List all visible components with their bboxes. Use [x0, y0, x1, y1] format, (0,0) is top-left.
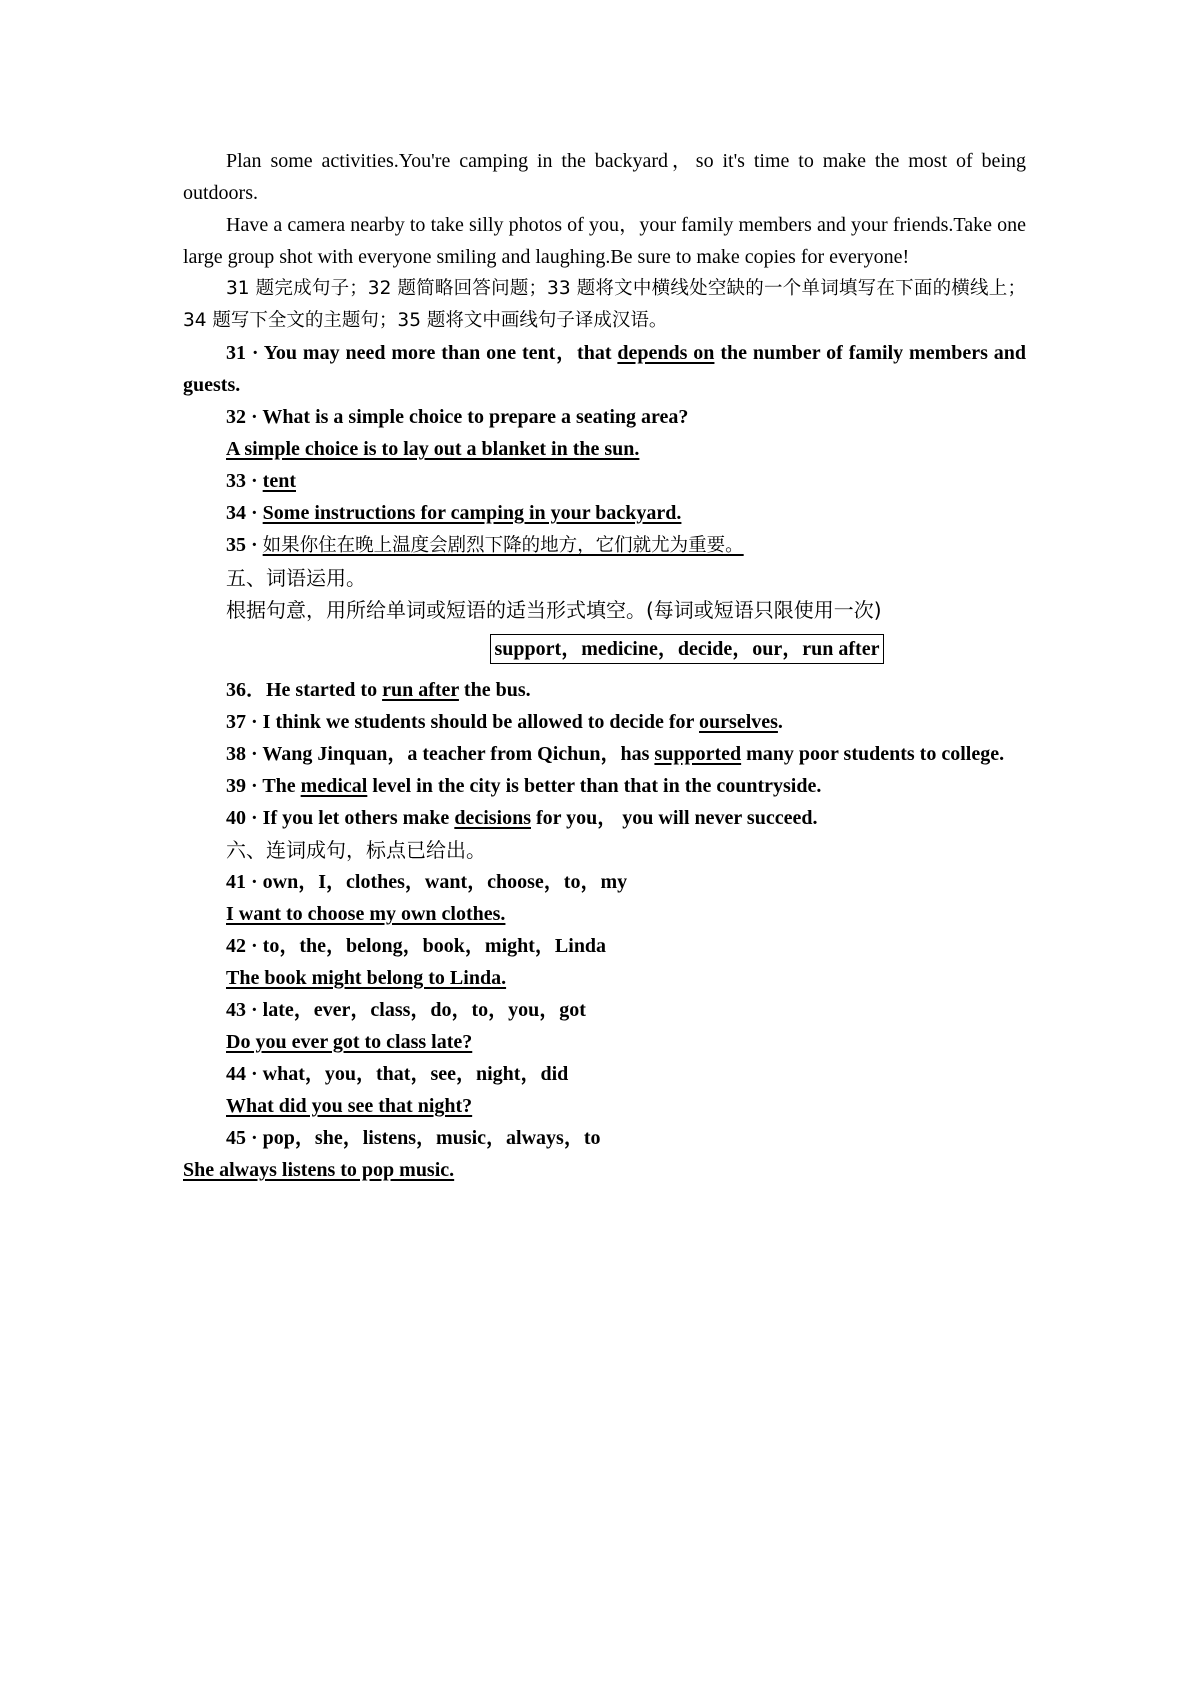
answer-43: Do you ever got to class late? — [226, 1031, 473, 1053]
answer-38: supported — [654, 743, 742, 765]
question-43: 43 · late，ever，class，do，to，you，got — [226, 999, 586, 1021]
answer-32: A simple choice is to lay out a blanket in the sun. — [226, 438, 640, 460]
answer-35: 如果你住在晚上温度会剧烈下降的地方，它们就尤为重要。 — [262, 535, 744, 556]
section-5-title: 五、词语运用。 — [226, 566, 366, 590]
question-42: 42 · to，the，belong，book，might，Linda — [226, 935, 607, 957]
question-45: 45 · pop，she，listens，music，always，to — [226, 1127, 601, 1149]
answer-32-line — [183, 433, 1026, 465]
section-5-instruction: 根据句意，用所给单词或短语的适当形式填空。(每词或短语只限使用一次) — [226, 598, 882, 622]
word-box: support，medicine，decide，our，run after — [490, 634, 885, 664]
reading-instructions: 31 题完成句子；32 题简略回答问题；33 题将文中横线处空缺的一个单词填写在下面的横线上；34 题写下全文的主题句；35 题将文中画线句子译成汉语。 — [183, 278, 1026, 331]
question-44: 44 · what，you，that，see，night，did — [226, 1063, 569, 1085]
question-40: 40 · If you let others make decisions for you， you will never succeed. — [226, 807, 818, 829]
answer-44: What did you see that night? — [226, 1095, 473, 1117]
question-39: 39 · The medical level in the city is better than that in the countryside. — [226, 775, 822, 797]
answer-45: She always listens to pop music. — [183, 1159, 455, 1181]
answer-43-line — [183, 1026, 1026, 1058]
section-6-title: 六、连词成句，标点已给出。 — [226, 838, 486, 862]
answer-33: tent — [262, 470, 296, 492]
answer-39: medical — [300, 775, 368, 797]
question-34: 34 · Some instructions for camping in your backyard. — [226, 502, 682, 524]
question-36: 36．He started to run after the bus. — [226, 679, 531, 701]
word-box-row — [183, 634, 1026, 664]
answer-44-line — [183, 1090, 1026, 1122]
answer-37: ourselves — [699, 711, 778, 733]
answer-31: depends on — [617, 342, 715, 364]
question-35: 35 · 如果你住在晚上温度会剧烈下降的地方，它们就尤为重要。 — [226, 534, 744, 556]
passage-paragraph-1: Plan some activities.You're camping in the backyard，so it's time to make the most of being outdoors. — [183, 150, 1026, 204]
answer-42: The book might belong to Linda. — [226, 967, 507, 989]
question-37: 37 · I think we students should be allowed to decide for ourselves. — [226, 711, 783, 733]
answer-36: run after — [382, 679, 459, 701]
answer-41: I want to choose my own clothes. — [226, 903, 506, 925]
question-38: 38 · Wang Jinquan，a teacher from Qichun，has supported many poor students to college. — [226, 743, 1005, 765]
answer-42-line — [183, 962, 1026, 994]
answer-41-line — [183, 898, 1026, 930]
answer-45-line — [183, 1154, 1026, 1186]
question-31: 31 · You may need more than one tent，that depends on the number of family members and guests. — [183, 342, 1027, 396]
passage-paragraph-2: Have a camera nearby to take silly photos of you，your family members and your friends.Take one large group shot with everyone smiling and laughing.Be sure to make copies for everyone! — [183, 214, 1026, 268]
answer-40: decisions — [454, 807, 531, 829]
question-32: 32 · What is a simple choice to prepare a seating area? — [226, 406, 689, 428]
question-41: 41 · own，I，clothes，want，choose，to，my — [226, 871, 628, 893]
answer-34: Some instructions for camping in your backyard. — [262, 502, 682, 524]
page-content — [183, 145, 1026, 1186]
question-33: 33 · tent — [226, 470, 296, 492]
